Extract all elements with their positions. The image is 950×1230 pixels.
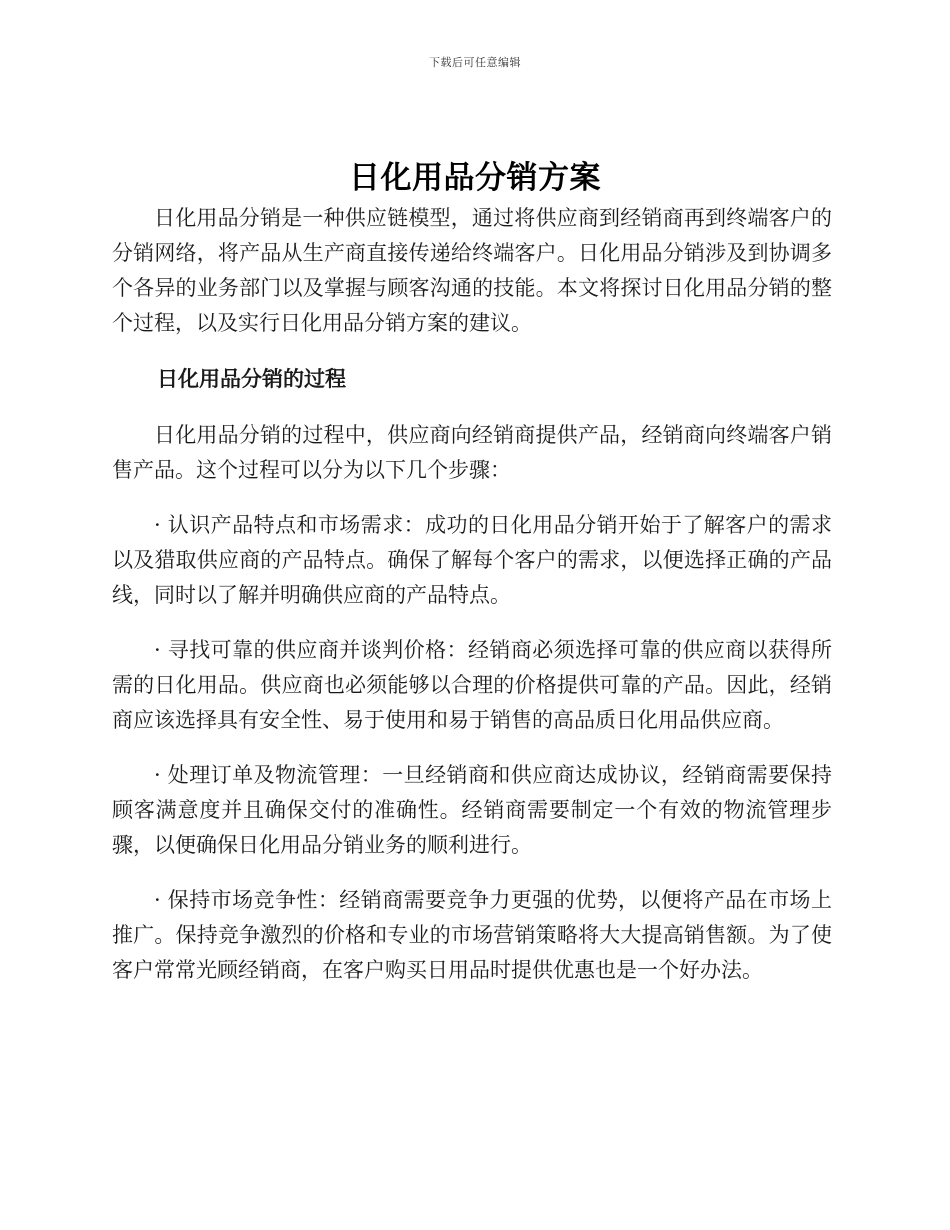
document-body bbox=[112, 201, 832, 1008]
header-note: 下载后可任意编辑 bbox=[429, 56, 521, 69]
process-intro-paragraph: 日化用品分销的过程中，供应商向经销商提供产品，经销商向终端客户销售产品。这个过程可以分为以下几个步骤： bbox=[112, 423, 832, 482]
step-paragraph-1: · 认识产品特点和市场需求：成功的日化用品分销开始于了解客户的需求以及猎取供应商的产品特点。确保了解每个客户的需求，以便选择正确的产品线，同时以了解并明确供应商的产品特点。 bbox=[112, 513, 832, 607]
step-paragraph-2: · 寻找可靠的供应商并谈判价格：经销商必须选择可靠的供应商以获得所需的日化用品。供应商也必须能够以合理的价格提供可靠的产品。因此，经销商应该选择具有安全性、易于使用和易于销售的高品质日化用品供应商。 bbox=[112, 638, 832, 732]
step-paragraph-3: · 处理订单及物流管理：一旦经销商和供应商达成协议，经销商需要保持顾客满意度并且确保交付的准确性。经销商需要制定一个有效的物流管理步骤，以便确保日化用品分销业务的顺利进行。 bbox=[112, 763, 832, 857]
document-title: 日化用品分销方案 bbox=[349, 160, 601, 196]
step-paragraph-4: · 保持市场竞争性：经销商需要竞争力更强的优势，以便将产品在市场上推广。保持竞争激烈的价格和专业的市场营销策略将大大提高销售额。为了使客户常常光顾经销商，在客户购买日用品时提供优惠也是一个好办法。 bbox=[112, 888, 832, 982]
section-heading: 日化用品分销的过程 bbox=[157, 367, 346, 391]
intro-paragraph: 日化用品分销是一种供应链模型，通过将供应商到经销商再到终端客户的分销网络，将产品从生产商直接传递给终端客户。日化用品分销涉及到协调多个各异的业务部门以及掌握与顾客沟通的技能。本文将探讨日化用品分销的整个过程，以及实行日化用品分销方案的建议。 bbox=[112, 206, 832, 335]
